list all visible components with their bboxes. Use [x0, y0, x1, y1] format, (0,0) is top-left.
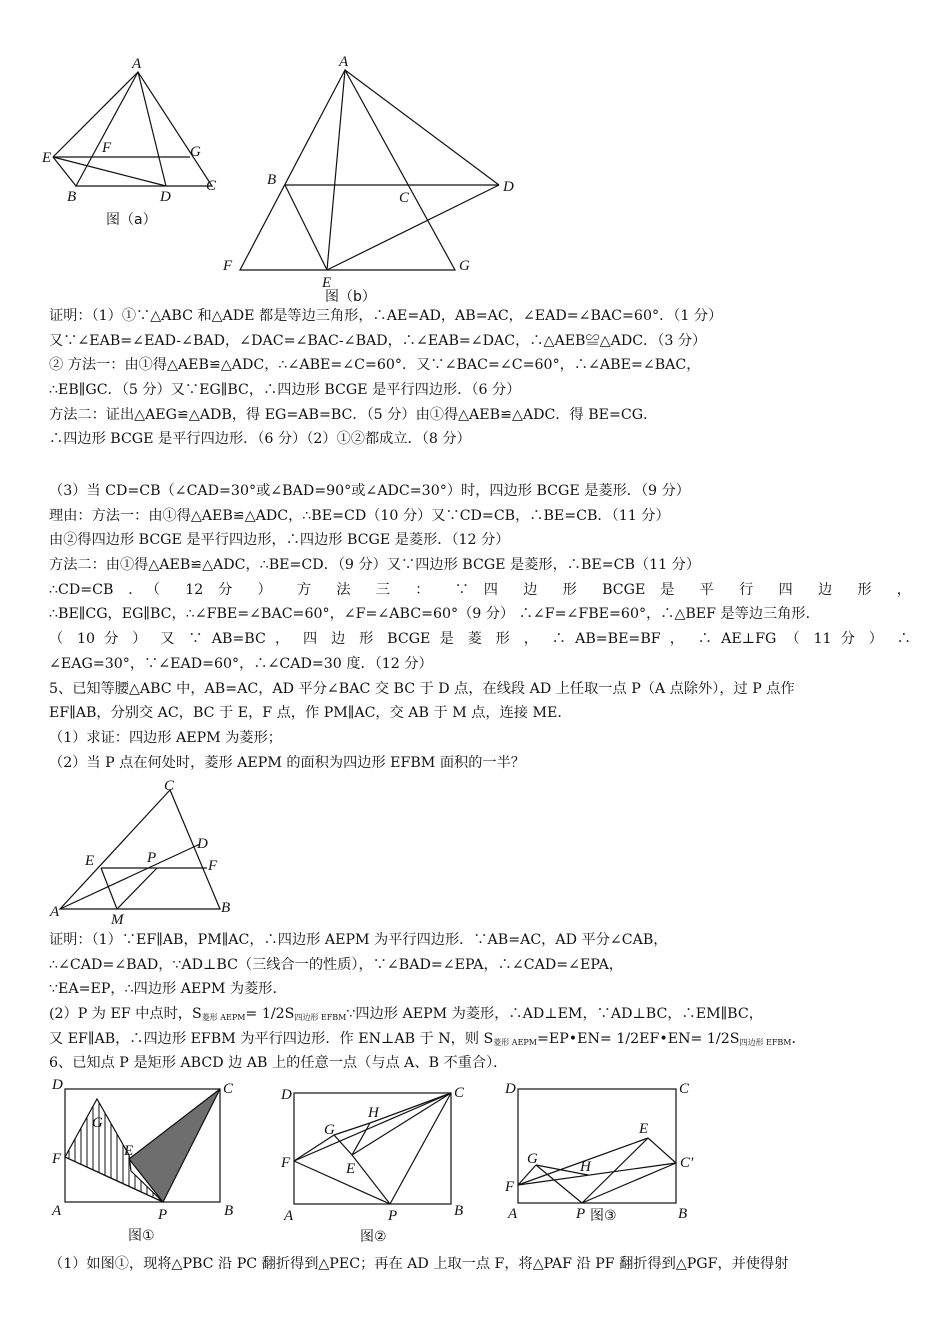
text-line: 方法二：由①得△AEB≌△ADC，∴BE=CD．（9 分）又∵四边形 BCGE 是菱形，∴BE=CB（11 分） — [49, 557, 701, 574]
text-line: ∵EA=EP，∴四边形 AEPM 为菱形． — [49, 981, 287, 998]
fig6-2-label-F: F — [281, 1155, 291, 1171]
subscript: 菱形 AEPM — [201, 1013, 246, 1023]
fig6-1-label-D: D — [52, 1077, 63, 1093]
fig6-3-label-B: B — [678, 1206, 688, 1222]
text-line: 理由：方法一：由①得△AEB≌△ADC，∴BE=CD（10 分）又∵CD=CB，∴BE=CB．（11 分） — [49, 507, 670, 524]
fig6-3-label-D: D — [505, 1081, 516, 1097]
text-span: ∵四边形 AEPM 为菱形，∴AD⊥EM，∵AD⊥BC，∴EM∥BC， — [346, 1006, 763, 1023]
fig5-label-F: F — [208, 858, 218, 874]
figure-b — [215, 52, 515, 307]
fig6-1-label-C: C — [223, 1081, 234, 1097]
text-line: （1）如图①，现将△PBC 沿 PC 翻折得到△PEC；再在 AD 上取一点 F，将△PAF 沿 PF 翻折得到△PGF，并使得射 — [49, 1256, 789, 1272]
text-line: （ 10 分 ） 又 ∵ AB=BC ， 四 边 形 BCGE 是 菱 形 ， ∴ AB=BE=BF ， ∴ AE⊥FG （ 11 分 ） ∴ — [49, 631, 911, 648]
fig-b-label-B: B — [267, 172, 277, 188]
fig6-2-label-E: E — [346, 1161, 356, 1177]
fig6-2-label-B: B — [454, 1203, 464, 1219]
fig5-label-B: B — [221, 900, 231, 916]
fig5-label-E: E — [85, 853, 95, 869]
fig-b-label-E: E — [322, 275, 332, 291]
fig6-2-label-G: G — [324, 1122, 335, 1138]
problem6-part1 — [49, 1252, 911, 1277]
problem-5-text: 5、已知等腰△ABC 中，AB=AC，AD 平分∠BAC 交 BC 于 D 点，在线段 AD 上任取一点 P（A 点除外），过 P 点作 — [49, 680, 795, 697]
text-span: (2）P 为 EF 中点时，S — [49, 1006, 202, 1023]
text-line: 证明：（1）①∵△ABC 和△ADE 都是等边三角形，∴AE=AD，AB=AC，∠EAD=∠BAC=60°．（1 分） — [49, 308, 723, 324]
fig-a-caption: 图（a） — [106, 212, 157, 228]
text-line: （3）当 CD=CB（∠CAD=30°或∠BAD=90°或∠ADC=30°）时，四边形 BCGE 是菱形．（9 分） — [49, 483, 690, 499]
fig6-2-label-C: C — [454, 1085, 465, 1101]
text-line: ② 方法一：由①得△AEB≌△ADC，∴∠ABE=∠C=60°．又∵∠BAC=∠C=60°，∴∠ABE=∠BAC， — [49, 357, 701, 374]
text-line — [49, 1027, 911, 1052]
solution-part3-and-problem5 — [49, 479, 911, 775]
fig6-3-caption: 图③ — [590, 1208, 617, 1224]
fig6-3-label-G: G — [527, 1151, 538, 1167]
solution-problem5 — [49, 928, 911, 1076]
fig6-1-label-G: G — [92, 1115, 103, 1131]
text-line: 又∵∠EAB=∠EAD-∠BAD，∠DAC=∠BAC-∠BAD，∴∠EAB=∠DAC，∴△AEB≌△ADC．（3 分） — [49, 332, 707, 349]
text-line: ∴四边形 BCGE 是平行四边形．（6 分）（2）①②都成立．（8 分） — [49, 431, 471, 448]
fig6-3-label-F: F — [505, 1179, 515, 1195]
text-span: = 1/2S — [245, 1006, 295, 1023]
fig5-label-M: M — [111, 912, 124, 928]
fig6-3-label-H: H — [580, 1159, 591, 1175]
figure-6-3 — [500, 1075, 710, 1250]
solution-part1 — [49, 304, 911, 452]
fig-b-label-C: C — [399, 190, 410, 206]
fig5-label-A: A — [50, 904, 60, 920]
subscript: 四边形 EFBM — [294, 1013, 347, 1023]
fig6-1-label-F: F — [52, 1151, 62, 1167]
subscript: 菱形 AEPM — [493, 1037, 537, 1047]
fig6-1-caption: 图① — [128, 1228, 155, 1244]
figure-6-1 — [45, 1075, 245, 1250]
figure-a — [40, 52, 230, 242]
subscript: 四边形 EFBM — [739, 1037, 792, 1047]
fig-b-label-D: D — [503, 179, 514, 195]
problem-6-text: 6、已知点 P 是矩形 ABCD 边 AB 上的任意一点（与点 A、B 不重合）． — [49, 1055, 508, 1072]
fig-a-label-B: B — [67, 189, 77, 205]
fig-a-label-C: C — [206, 178, 217, 194]
problem-5-question-2: （2）当 P 点在何处时，菱形 AEPM 的面积为四边形 EFBM 面积的一半？ — [49, 754, 525, 771]
text-line: ∴CD=CB ．（ 12 分 ） 方 法 三 ： ∵ 四 边 形 BCGE 是 平 行 四 边 形 ， — [49, 581, 911, 598]
fig6-2-caption: 图② — [360, 1229, 387, 1245]
fig6-1-label-E: E — [124, 1143, 134, 1159]
fig6-1-label-A: A — [52, 1203, 62, 1219]
fig6-3-label-A: A — [508, 1206, 518, 1222]
problem-5-question-1: （1）求证：四边形 AEPM 为菱形； — [49, 729, 282, 746]
fig-b-label-G: G — [459, 258, 470, 274]
fig5-label-D: D — [197, 836, 208, 852]
fig-a-label-G: G — [190, 144, 201, 160]
text-span: ． — [791, 1030, 806, 1047]
fig6-1-label-B: B — [224, 1203, 234, 1219]
text-span: =EP•EN= 1/2EF•EN= 1/2S — [537, 1030, 740, 1047]
text-span: 又 EF∥AB，∴四边形 EFBM 为平行四边形．作 EN⊥AB 于 N，则 S — [49, 1030, 494, 1047]
figure-6-2 — [278, 1075, 478, 1250]
text-line: ∴EB∥GC．（5 分）又∵EG∥BC，∴四边形 BCGE 是平行四边形．（6 分） — [49, 382, 521, 399]
text-line: 方法二：证出△AEG≌△ADB，得 EG=AB=BC．（5 分）由①得△AEB≌△ADC．得 BE=CG． — [49, 406, 658, 423]
fig6-2-label-H: H — [368, 1105, 379, 1121]
fig-b-caption: 图（b） — [325, 289, 376, 305]
text-line: ∴∠CAD=∠BAD，∵AD⊥BC（三线合一的性质），∵∠BAD=∠EPA，∴∠CAD=∠EPA， — [49, 956, 623, 973]
fig6-2-label-A: A — [284, 1208, 294, 1224]
figure-problem-5 — [45, 776, 245, 931]
fig6-2-label-P: P — [388, 1208, 398, 1224]
fig5-label-C: C — [164, 778, 175, 794]
fig-a-label-A: A — [132, 56, 142, 72]
fig6-3-label-C: C — [679, 1081, 690, 1097]
fig-b-label-F: F — [223, 258, 233, 274]
fig6-3-label-C-prime: C' — [680, 1155, 694, 1171]
fig6-3-label-E: E — [639, 1121, 649, 1137]
text-line — [49, 1002, 911, 1027]
text-line: 证明：（1）∵EF∥AB，PM∥AC，∴四边形 AEPM 为平行四边形．∵AB=AC，AD 平分∠CAB， — [49, 932, 668, 948]
fig-a-label-D: D — [160, 189, 171, 205]
fig5-label-P: P — [147, 850, 157, 866]
fig6-1-label-P: P — [158, 1207, 168, 1223]
fig-a-label-E: E — [42, 150, 52, 166]
text-line: ∠EAG=30°，∵∠EAD=60°，∴∠CAD=30 度．（12 分） — [49, 655, 433, 672]
text-line: ∴BE∥CG，EG∥BC，∴∠FBE=∠BAC=60°，∠F=∠ABC=60°（9 分） ∴∠F=∠FBE=60°，∴△BEF 是等边三角形． — [49, 606, 820, 623]
fig-a-label-F: F — [102, 140, 112, 156]
fig6-3-label-P: P — [576, 1206, 586, 1222]
text-line: 由②得四边形 BCGE 是平行四边形，∴四边形 BCGE 是菱形．（12 分） — [49, 532, 510, 549]
fig6-2-label-D: D — [281, 1087, 292, 1103]
fig-b-label-A: A — [339, 54, 349, 70]
problem-5-text: EF∥AB，分别交 AC，BC 于 E，F 点，作 PM∥AC，交 AB 于 M 点，连接 ME． — [49, 705, 572, 722]
